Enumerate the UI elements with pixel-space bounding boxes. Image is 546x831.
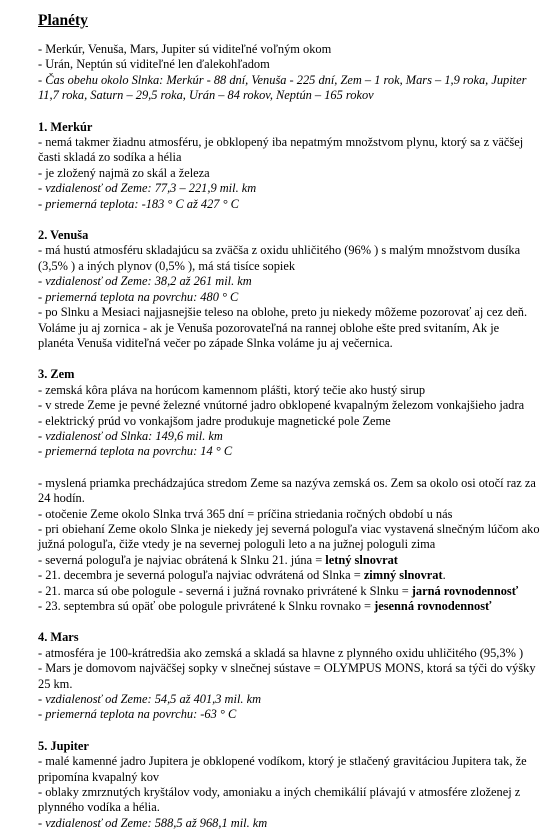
section-merkur bbox=[38, 120, 546, 212]
text-line: - otočenie Zeme okolo Slnka trvá 365 dní = príčina striedania ročných období u nás bbox=[38, 506, 453, 521]
text-line bbox=[38, 553, 546, 568]
term-bold: letný slnovrat bbox=[325, 552, 398, 567]
text-line: - po Slnku a Mesiaci najjasnejšie teleso na oblohe, preto ju niekedy môžeme pozorovať aj cez deň. bbox=[38, 305, 528, 320]
text-fragment: - 21. marca sú obe pologule - severná i južná rovnako privrátené k Slnku = bbox=[38, 583, 412, 598]
text-fragment: - 21. decembra je severná pologuľa najviac odvrátená od Slnka = bbox=[38, 568, 364, 583]
text-fragment: - 23. septembra sú opäť obe pologule privrátené k Slnku rovnako = bbox=[38, 599, 375, 613]
text-line: pripomína kvapalný kov bbox=[38, 769, 160, 784]
intro-section bbox=[38, 42, 546, 104]
text-line bbox=[38, 584, 546, 599]
text-line: - myslená priamka prechádzajúca stredom Zeme sa nazýva zemská os. Zem sa okolo osi otočí raz za bbox=[38, 475, 536, 490]
text-line: 24 hodín. bbox=[38, 491, 85, 506]
intro-line: - Merkúr, Venuša, Mars, Jupiter sú viditeľné voľným okom bbox=[38, 42, 332, 56]
section-heading: 4. Mars bbox=[38, 630, 79, 645]
text-line: - vzdialenosť od Zeme: 77,3 – 221,9 mil. km bbox=[38, 181, 257, 196]
document-body bbox=[38, 12, 546, 831]
text-line: - priemerná teplota: -183 ° C až 427 ° C bbox=[38, 196, 239, 211]
intro-line: - Urán, Neptún sú viditeľné len ďalekohľadom bbox=[38, 57, 270, 72]
text-line: - atmosféra je 100-krátredšia ako zemská a skladá sa hlavne z plynného oxidu uhličitého (95,3% ) bbox=[38, 645, 524, 660]
term-bold: jesenná rovnodennosť bbox=[374, 599, 492, 613]
intro-line: - Čas obehu okolo Slnka: Merkúr - 88 dní, Venuša - 225 dní, Zem – 1 rok, Mars – 1,9 roka, Jupiter bbox=[38, 72, 527, 87]
text-line: (3,5% ) a iných plynov (0,5% ), má stá tisíce sopiek bbox=[38, 258, 296, 273]
text-line: - nemá takmer žiadnu atmosféru, je obklopený iba nepatmým množstvom plynu, ktorý sa z väčšej bbox=[38, 135, 524, 150]
text-line: - priemerná teplota na povrchu: -63 ° C bbox=[38, 707, 237, 722]
text-fragment: . bbox=[442, 568, 446, 583]
text-line bbox=[38, 599, 546, 614]
section-zem bbox=[38, 367, 546, 614]
text-line: - priemerná teplota na povrchu: 14 ° C bbox=[38, 444, 233, 459]
text-line bbox=[38, 568, 546, 583]
text-line: planéta Venuša viditeľná večer po západe Slnka voláme ju aj večernica. bbox=[38, 335, 393, 350]
text-line: - pri obiehaní Zeme okolo Slnka je niekedy jej severná pologuľa viac vystavená slnečným lúčom ako bbox=[38, 521, 540, 536]
section-venusa bbox=[38, 228, 546, 351]
section-heading: 3. Zem bbox=[38, 367, 75, 382]
section-heading: 2. Venuša bbox=[38, 228, 89, 243]
term-bold: zimný slnovrat bbox=[363, 568, 443, 583]
section-heading: 5. Jupiter bbox=[38, 738, 89, 753]
text-line: - vzdialenosť od Zeme: 38,2 až 261 mil. km bbox=[38, 274, 252, 289]
text-fragment: - severná pologuľa je najviac obrátená k Slnku 21. júna = bbox=[38, 552, 326, 567]
text-line: - Mars je domovom najväčšej sopky v slnečnej sústave = OLYMPUS MONS, ktorá sa týči do výšky bbox=[38, 661, 536, 676]
text-line: - v strede Zeme je pevné železné vnútorné jadro obklopené kvapalným železom vonkajšieho jadra bbox=[38, 398, 525, 413]
text-line: Voláme ju aj zornica - ak je Venuša pozorovateľná na rannej oblohe ešte pred svitaním, Ak je bbox=[38, 320, 500, 335]
text-line: 25 km. bbox=[38, 676, 73, 691]
text-line: - elektrický prúd vo vonkajšom jadre produkuje magnetické pole Zeme bbox=[38, 413, 391, 428]
text-line: - vzdialenosť od Zeme: 588,5 až 968,1 mil. km bbox=[38, 815, 268, 830]
intro-line: 11,7 roka, Saturn – 29,5 roka, Urán – 84 rokov, Neptún – 165 rokov bbox=[38, 88, 374, 103]
text-line: plynného vodíka a hélia. bbox=[38, 800, 160, 815]
text-line: južná pologuľa, čiže vtedy je na severnej pologuli leto a na južnej pologuli zima bbox=[38, 537, 436, 552]
page-title: Planéty bbox=[38, 12, 88, 29]
text-line: - priemerná teplota na povrchu: 480 ° C bbox=[38, 289, 239, 304]
text-line: - oblaky zmrznutých kryštálov vody, amoniaku a iných chemikálií plávajú v atmosfére zloženej z bbox=[38, 785, 521, 800]
text-line: - malé kamenné jadro Jupitera je obklopené vodíkom, ktorý je stlačený gravitáciou Jupitera tak, že bbox=[38, 754, 527, 769]
term-bold: jarná rovnodennosť bbox=[411, 583, 519, 598]
text-line: - je zložený najmä zo skál a železa bbox=[38, 165, 210, 180]
text-line: - zemská kôra pláva na horúcom kamennom plášti, ktorý tečie ako hustý sirup bbox=[38, 382, 426, 397]
section-heading: 1. Merkúr bbox=[38, 119, 93, 134]
section-mars bbox=[38, 630, 546, 722]
text-line: - má hustú atmosféru skladajúcu sa zväčša z oxidu uhličitého (96% ) s malým množstvom dusíka bbox=[38, 243, 521, 258]
text-line: - vzdialenosť od Zeme: 54,5 až 401,3 mil. km bbox=[38, 692, 262, 707]
text-line: - vzdialenosť od Slnka: 149,6 mil. km bbox=[38, 428, 223, 443]
text-line: časti skladá zo sodíka a hélia bbox=[38, 150, 182, 165]
section-jupiter bbox=[38, 739, 546, 831]
